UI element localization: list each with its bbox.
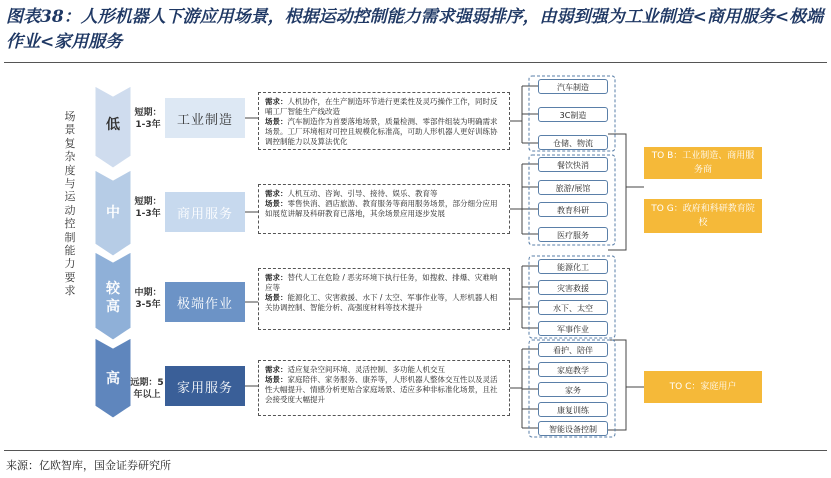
scenario-item: 家务 (538, 382, 608, 397)
category-industrial: 工业制造 (165, 98, 245, 138)
level-arrow-label-3: 较高 (106, 281, 120, 315)
description-line: 场景：家庭陪伴、家务服务、康养等，人形机器人整体交互性以及灵活性大幅提升、情感分析更贴合家庭场景、适应多种非标准化场景，且社会接受度大幅提升 (265, 375, 498, 404)
side-label: 场景复杂度与运动控制能力要求 (64, 110, 76, 298)
description-line: 需求：人机协作，在生产制造环节进行更柔性及灵巧操作工作，同时反哺工厂智能生产线改造 (265, 97, 498, 116)
scenario-item: 军事作业 (538, 321, 608, 336)
category-household: 家用服务 (165, 366, 245, 406)
period-label-4: 远期：5年以上 (130, 378, 164, 400)
figure-title: 图表38：人形机器人下游应用场景，根据运动控制能力需求强弱排序，由弱到强为工业制造<商用服务<极端作业<家用服务 (6, 7, 824, 52)
level-arrow-label-1: 低 (106, 117, 120, 133)
level-arrow-label-4: 高 (106, 371, 120, 387)
level-arrow-label-2: 中 (106, 205, 120, 221)
category-commercial: 商用服务 (165, 192, 245, 232)
target-to-c: TO C：家庭用户 (644, 371, 762, 403)
description-line: 场景：汽车制造作为首要落地场景，质量检测、零部件组装为明确需求场景。工厂环境相对可控且规模化标准高，可助人形机器人更好训练协调控制能力以及算法优化 (265, 117, 498, 146)
scenario-item: 康复训练 (538, 402, 608, 417)
scenario-item: 医疗服务 (538, 227, 608, 242)
period-label-3: 中期：3-5年 (134, 288, 162, 310)
scenario-item: 3C制造 (538, 107, 608, 122)
scenario-item: 水下、太空 (538, 300, 608, 315)
target-to-g: TO G：政府和科研教育院校 (644, 199, 762, 233)
bottom-rule (4, 450, 827, 451)
period-label-1: 短期：1-3年 (134, 108, 162, 130)
description-line: 需求：替代人工在危险 / 恶劣环境下执行任务，如搜救、排爆、灾难响应等 (265, 273, 498, 292)
target-to-b: TO B：工业制造、商用服务商 (644, 147, 762, 179)
scenario-item: 仓储、物流 (538, 135, 608, 150)
description-line: 场景：零售快消、酒店旅游、教育服务等商用服务场景，部分细分应用如展览讲解及科研教育已落地，其余场景应用逐步发展 (265, 199, 498, 218)
scenario-item: 旅游/展馆 (538, 180, 608, 195)
scenario-item: 灾害救援 (538, 280, 608, 295)
description-line: 场景：能源化工、灾害救援、水下 / 太空、军事作业等，人形机器人相关协调控制、智能分析、高强度材料等技术提升 (265, 293, 498, 312)
category-extreme: 极端作业 (165, 282, 245, 322)
scenario-item: 餐饮快消 (538, 157, 608, 172)
source-note: 来源：亿欧智库，国金证券研究所 (6, 459, 171, 472)
scenario-item: 教育科研 (538, 202, 608, 217)
period-label-2: 短期：1-3年 (134, 197, 162, 219)
description-line: 需求：适应复杂空间环境、灵活控制、多功能人机交互 (265, 365, 445, 374)
scenario-item: 汽车制造 (538, 79, 608, 94)
scenario-item: 智能设备控制 (538, 421, 608, 436)
description-line: 需求：人机互动、咨询、引导、接待、娱乐、教育等 (265, 189, 438, 198)
scenario-item: 能源化工 (538, 259, 608, 274)
scenario-item: 看护、陪伴 (538, 342, 608, 357)
scenario-item: 家庭教学 (538, 362, 608, 377)
